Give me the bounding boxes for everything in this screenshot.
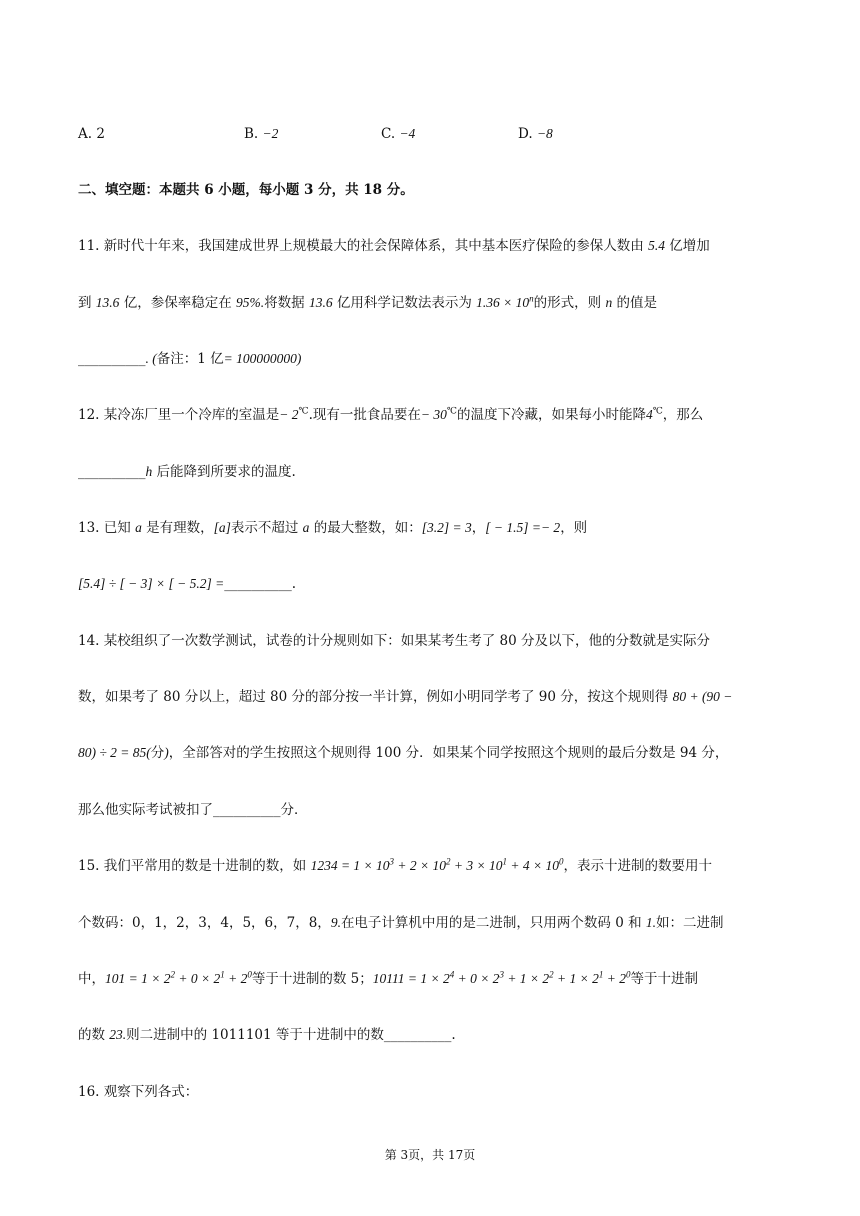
q15-text: 的数 xyxy=(78,1027,110,1043)
q12-text: 后能降到所要求的温度. xyxy=(152,464,296,480)
q15-exponent: 2 xyxy=(549,969,554,980)
q13-text: 表示不超过 xyxy=(230,520,303,536)
q13-line-1 xyxy=(78,518,798,538)
q11-number: 13.6 xyxy=(308,295,333,310)
q11-line-2 xyxy=(78,293,798,313)
q15-line-4 xyxy=(78,1025,798,1045)
q15-formula: + 1 × 2 xyxy=(503,971,550,986)
q11-text: . ( xyxy=(145,351,157,366)
option-d-letter: D. xyxy=(518,126,537,142)
q13-formula: [5.4] ÷ [ − 3] × [ − 5.2] = xyxy=(78,576,225,591)
q15-text: . xyxy=(451,1027,456,1043)
q15-exponent: 3 xyxy=(499,969,504,980)
q15-number: 9. xyxy=(330,915,341,930)
q15-exponent: 1 xyxy=(598,969,604,980)
q16-line-1: 16. 观察下列各式： xyxy=(78,1084,199,1100)
q12-text: ，那么 xyxy=(662,407,704,423)
q13-text: . xyxy=(291,576,297,592)
q15-exponent: 1 xyxy=(502,856,508,867)
q15-exponent: 2 xyxy=(170,969,175,980)
q12-number: − 2 xyxy=(279,407,299,422)
q14-formula: ) xyxy=(164,745,169,760)
q15-formula: 101 = 1 × 2 xyxy=(105,971,171,986)
q14-text: 分． xyxy=(280,802,308,818)
q11-number: 5.4 xyxy=(648,238,665,253)
q15-exponent: 1 xyxy=(220,969,225,980)
q11-exponent: n xyxy=(529,293,534,304)
q12-unit: h xyxy=(145,464,153,479)
q15-formula: 1234 = 1 × 10 xyxy=(310,858,390,873)
q13-formula: [3.2] = 3 xyxy=(421,520,472,535)
q15-exponent: 0 xyxy=(626,969,631,980)
q15-formula: + 1 × 2 xyxy=(553,971,599,986)
celsius-unit: ℃ xyxy=(446,406,457,417)
option-c-value: −4 xyxy=(399,126,416,141)
q12-number: − 30 xyxy=(420,407,447,422)
q11-line-1 xyxy=(78,236,798,256)
q15-text: 在电子计算机中用的是二进制，只用两个数码 0 和 xyxy=(340,915,646,931)
option-b-value: −2 xyxy=(262,126,279,141)
q11-variable: n xyxy=(605,295,613,310)
q12-text: 的温度下冷藏，如果每小时能降 xyxy=(456,407,646,423)
q15-exponent: 0 xyxy=(559,856,564,867)
answer-blank: __________ xyxy=(78,351,146,367)
q12-text: .现有一批食品要在 xyxy=(308,407,421,423)
q15-text: 15. 我们平常用的数是十进制的数，如 xyxy=(78,858,311,874)
q15-formula: 10111 = 1 × 2 xyxy=(372,971,450,986)
celsius-unit: ℃ xyxy=(298,406,309,417)
option-a: A. 2 xyxy=(78,126,105,142)
q14-text: 数，如果考了 80 分以上，超过 80 分的部分按一半计算，例如小明同学考了 90 分，按这个规则得 xyxy=(78,689,673,705)
q15-text: 等于十进制 xyxy=(630,971,699,987)
q13-text: 的最大整数，如： xyxy=(309,520,422,536)
q15-text: ，表示十进制的数要用十 xyxy=(563,858,712,874)
q13-formula: [ − 1.5] =− 2 xyxy=(485,520,561,535)
answer-blank: __________ xyxy=(213,802,281,818)
q11-text: 的形式，则 xyxy=(533,295,606,311)
q12-line-2 xyxy=(78,462,798,482)
q14-formula: 80) ÷ 2 = 85( xyxy=(78,745,151,760)
q15-exponent: 2 xyxy=(446,856,451,867)
q11-number: 95%. xyxy=(236,295,265,310)
q14-line-1: 14. 某校组织了一次数学测试，试卷的计分规则如下：如果某考生考了 80 分及以下，他的分数就是实际分 xyxy=(78,633,711,649)
q15-formula: + 4 × 10 xyxy=(507,858,559,873)
q15-exponent: 3 xyxy=(389,856,395,867)
q13-text: ，则 xyxy=(560,520,588,536)
q14-line-3 xyxy=(78,743,798,763)
q15-exponent: 0 xyxy=(247,969,252,980)
option-c-letter: C. xyxy=(381,126,400,142)
option-d-value: −8 xyxy=(536,126,553,141)
answer-blank: __________ xyxy=(78,464,146,480)
q11-text: 亿增加 xyxy=(664,238,710,254)
q15-formula: + 0 × 2 xyxy=(174,971,221,986)
q15-formula: + 2 xyxy=(224,971,248,986)
q11-text: 将数据 xyxy=(264,295,309,311)
q12-number: 4 xyxy=(645,407,653,422)
q13-variable: a xyxy=(302,520,310,535)
q15-line-1 xyxy=(78,856,798,876)
q15-formula: + 2 xyxy=(603,971,627,986)
q13-text: ， xyxy=(471,520,486,536)
q12-line-1 xyxy=(78,405,798,425)
q11-text: 11. 新时代十年来，我国建成世界上规模最大的社会保障体系，其中基本医疗保险的参保人数由 xyxy=(78,238,649,254)
q11-number: = 100000000) xyxy=(223,351,302,366)
section-heading: 二、填空题：本题共 6 小题，每小题 3 分，共 18 分。 xyxy=(78,182,414,198)
q11-text: 的值是 xyxy=(612,295,657,311)
q13-variable: a xyxy=(135,520,142,535)
q15-text: 如：二进制 xyxy=(656,915,724,931)
q14-line-2 xyxy=(78,687,798,707)
q11-text: 备注：1 亿 xyxy=(156,351,224,367)
q13-line-2 xyxy=(78,574,798,594)
q15-number: 1. xyxy=(645,915,657,930)
q15-formula: + 0 × 2 xyxy=(454,971,500,986)
option-d xyxy=(518,124,553,144)
q15-number: 23. xyxy=(109,1027,127,1042)
q11-text: 亿，参保率稳定在 xyxy=(119,295,237,311)
q15-line-3 xyxy=(78,969,798,989)
q15-formula: + 3 × 10 xyxy=(450,858,503,873)
option-b-letter: B. xyxy=(244,126,263,142)
q11-number: 13.6 xyxy=(95,295,120,310)
q13-text: 13. 已知 xyxy=(78,520,136,536)
q11-formula: 1.36 × 10 xyxy=(476,295,530,310)
q11-text: 到 xyxy=(78,295,96,311)
answer-blank: __________ xyxy=(224,576,292,592)
q15-text: 中， xyxy=(78,971,105,987)
q14-text: 那么他实际考试被扣了 xyxy=(78,802,213,818)
celsius-unit: ℃ xyxy=(652,406,663,417)
answer-blank: __________ xyxy=(383,1027,452,1043)
q14-text: 分 xyxy=(150,745,165,761)
q15-text: 则二进制中的 1011101 等于十进制中的数 xyxy=(126,1027,384,1043)
q12-text: 12. 某冷冻厂里一个冷库的室温是 xyxy=(78,407,280,423)
q15-line-2 xyxy=(78,913,798,933)
q14-formula: 80 + (90 − xyxy=(672,689,733,704)
q15-formula: + 2 × 10 xyxy=(394,858,447,873)
q14-text: ，全部答对的学生按照这个规则得 100 分．如果某个同学按照这个规则的最后分数是 94 分， xyxy=(168,745,729,761)
q13-text: 是有理数， xyxy=(141,520,214,536)
q13-formula: [a] xyxy=(213,520,231,535)
q11-text: 亿用科学记数法表示为 xyxy=(332,295,477,311)
q11-line-3 xyxy=(78,349,798,369)
option-b xyxy=(244,124,278,144)
q15-text: 个数码：0，1，2，3，4，5，6，7，8， xyxy=(78,915,331,931)
q14-line-4 xyxy=(78,800,798,820)
page-footer: 第 3页，共 17页 xyxy=(384,1148,476,1162)
q15-exponent: 4 xyxy=(449,969,455,980)
option-c xyxy=(381,124,415,144)
q15-text: 等于十进制的数 5； xyxy=(251,971,373,987)
